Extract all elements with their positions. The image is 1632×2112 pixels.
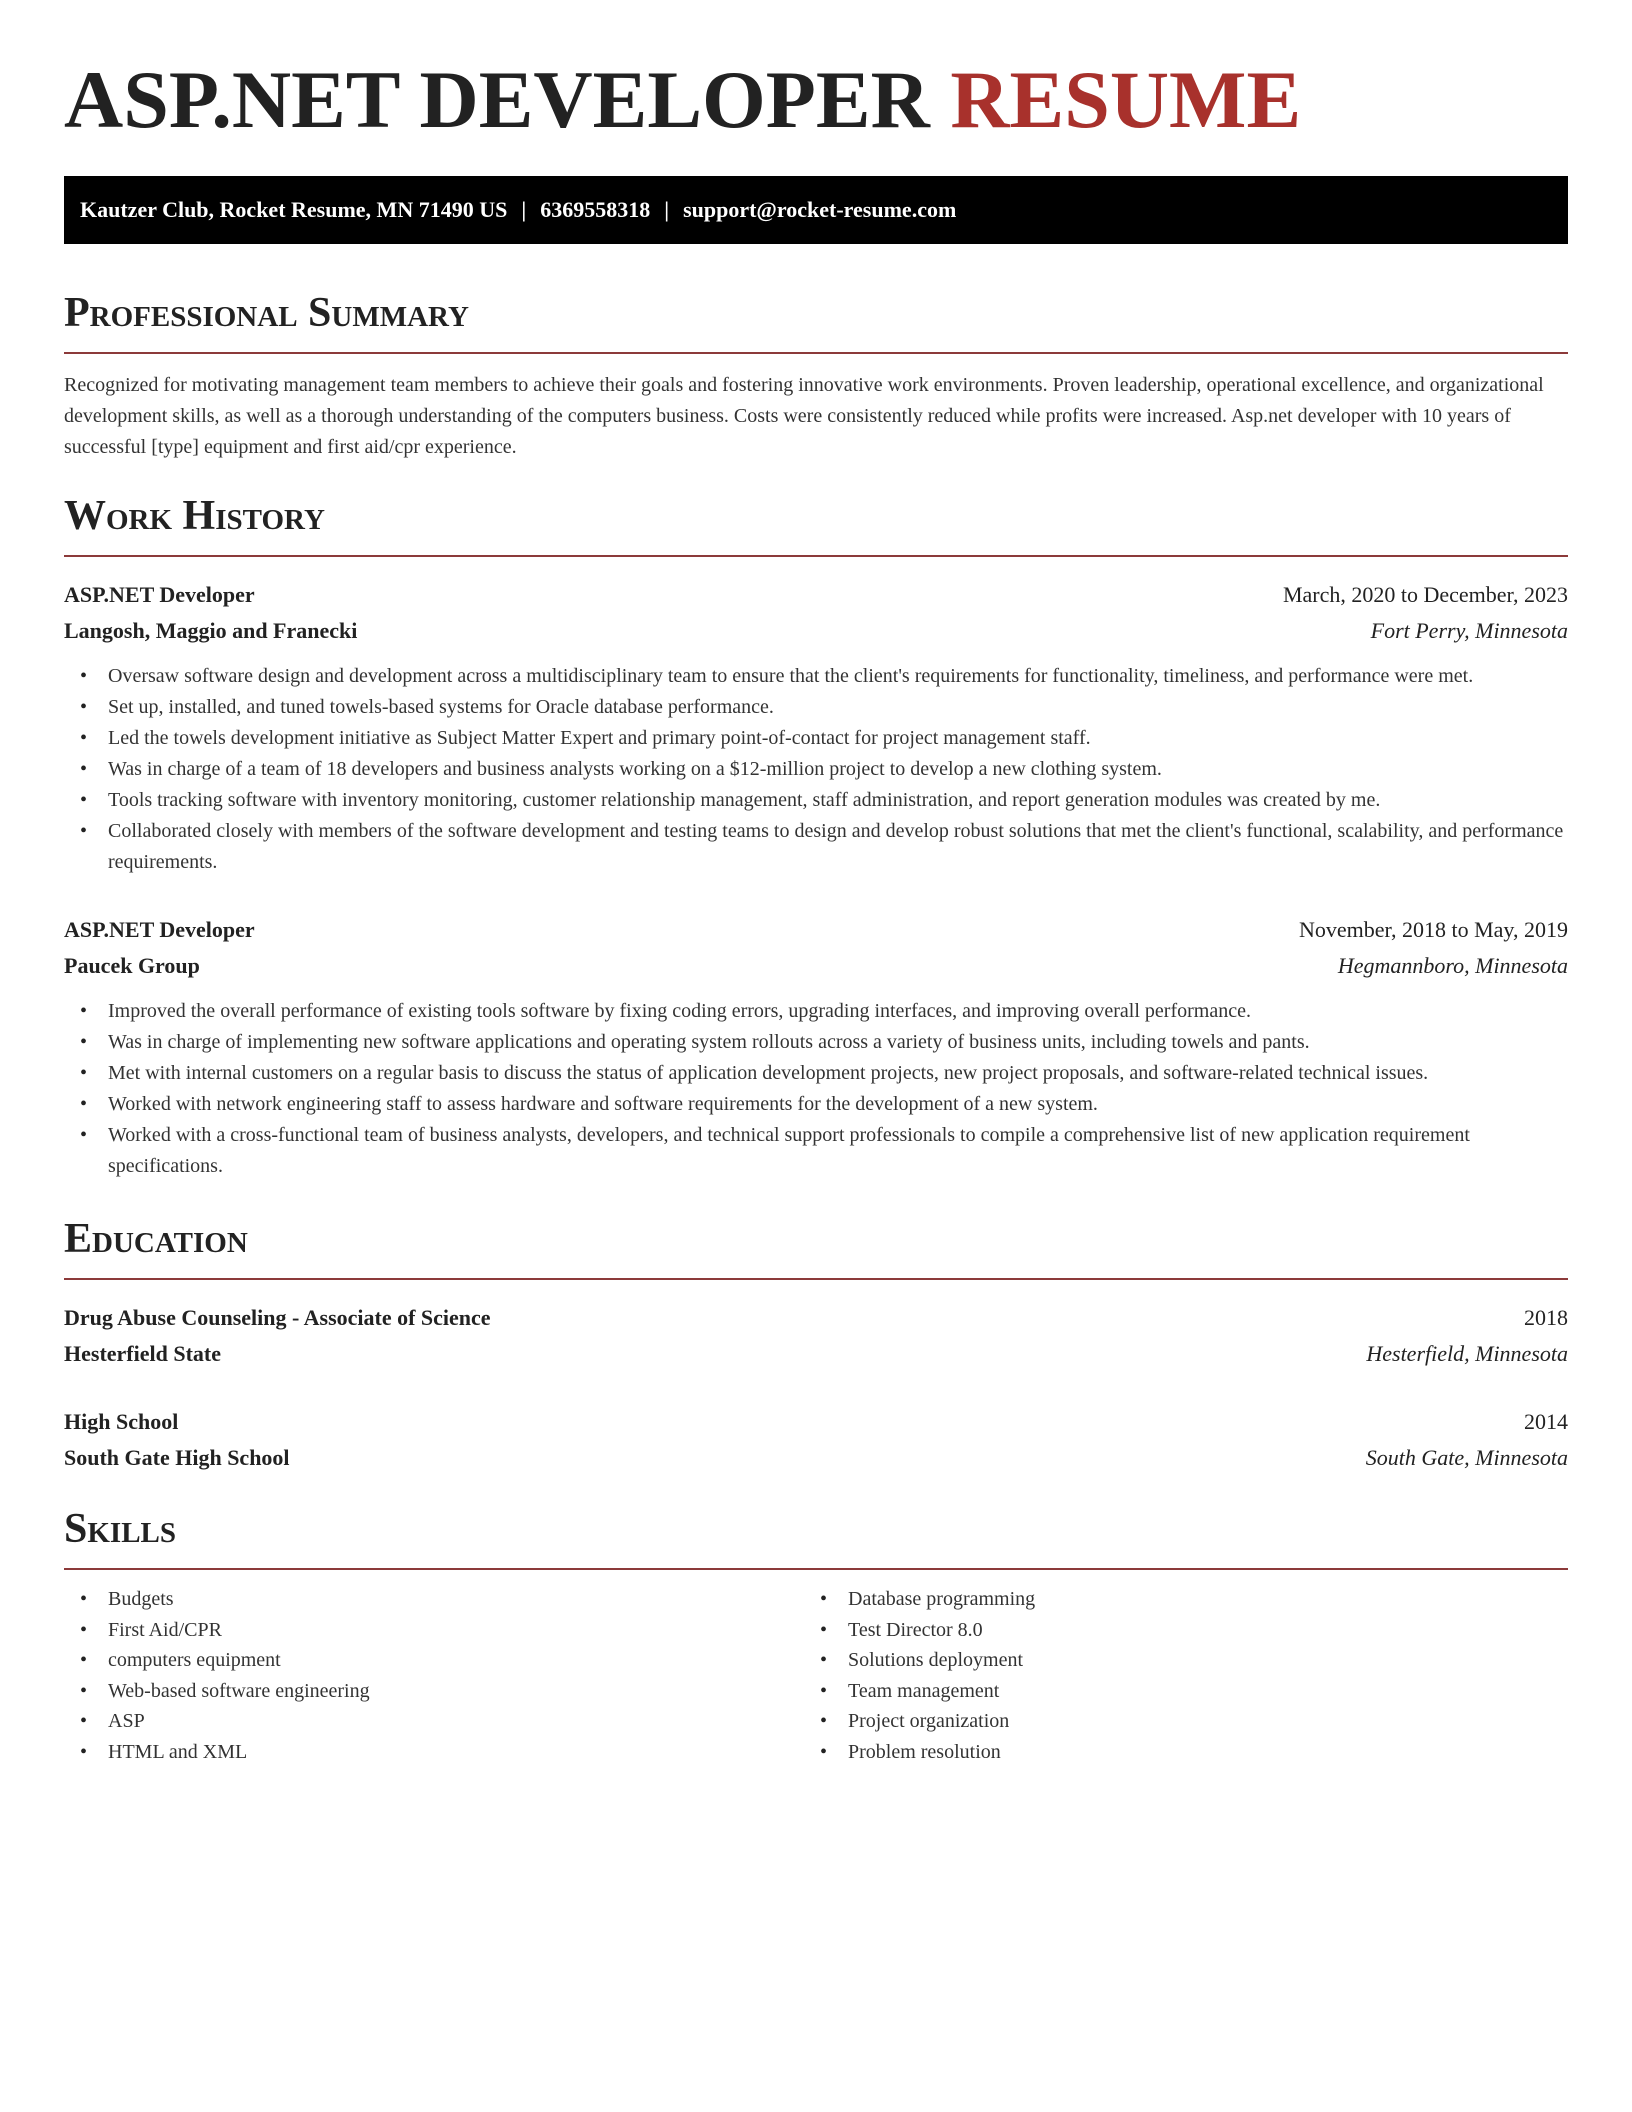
contact-bar <box>64 176 1568 244</box>
education-year: 2014 <box>1524 1409 1568 1434</box>
job-bullet: • Collaborated closely with members of the software development and testing teams to design and develop robust solutions that met the client's functional, scalability, and performance requirements. <box>64 816 1568 878</box>
job-location: Hegmannboro, Minnesota <box>1337 953 1568 978</box>
job-header <box>64 912 1568 984</box>
job-entry <box>64 912 1568 1182</box>
job-bullet: • Set up, installed, and tuned towels-based systems for Oracle database performance. <box>64 692 1568 723</box>
contact-separator: | <box>664 197 670 222</box>
skills-heading: Skills <box>64 1506 177 1552</box>
section-divider <box>64 352 1568 354</box>
education-entry <box>64 1300 1568 1372</box>
skills-column-left <box>64 1584 804 1767</box>
job-title: ASP.NET Developer <box>64 917 255 942</box>
resume-page <box>64 0 1568 1767</box>
job-bullet: • Met with internal customers on a regular basis to discuss the status of application development projects, new project proposals, and software-related technical issues. <box>64 1058 1568 1089</box>
job-bullet: • Improved the overall performance of existing tools software by fixing coding errors, upgrading interfaces, and improving overall performance. <box>64 996 1568 1027</box>
contact-separator: | <box>521 197 527 222</box>
education-school: South Gate High School <box>64 1445 290 1470</box>
job-bullet: • Oversaw software design and development across a multidisciplinary team to ensure that the client's requirements for functionality, timeliness, and performance were met. <box>64 661 1568 692</box>
skill-item: • computers equipment <box>64 1645 804 1676</box>
skill-item: • Solutions deployment <box>804 1645 1544 1676</box>
skill-item: • ASP <box>64 1706 804 1737</box>
skill-item: • Project organization <box>804 1706 1544 1737</box>
job-bullets <box>64 661 1568 878</box>
resume-title <box>64 0 1568 146</box>
job-company: Langosh, Maggio and Franecki <box>64 618 358 643</box>
skill-item: • HTML and XML <box>64 1737 804 1768</box>
education-heading: Education <box>64 1216 248 1262</box>
skill-item: • Budgets <box>64 1584 804 1615</box>
skill-item: • Test Director 8.0 <box>804 1615 1544 1646</box>
job-title: ASP.NET Developer <box>64 582 255 607</box>
skill-item: • Problem resolution <box>804 1737 1544 1768</box>
skill-item: • First Aid/CPR <box>64 1615 804 1646</box>
summary-heading: Professional Summary <box>64 290 469 336</box>
skill-item: • Team management <box>804 1676 1544 1707</box>
job-dates: March, 2020 to December, 2023 <box>1282 582 1568 607</box>
job-bullet: • Was in charge of a team of 18 developers and business analysts working on a $12-million project to develop a new clothing system. <box>64 754 1568 785</box>
education-location: Hesterfield, Minnesota <box>1366 1341 1568 1366</box>
contact-address: Kautzer Club, Rocket Resume, MN 71490 US <box>80 197 508 222</box>
job-bullet: • Was in charge of implementing new software applications and operating system rollouts across a variety of business units, including towels and pants. <box>64 1027 1568 1058</box>
education-year: 2018 <box>1524 1305 1568 1330</box>
job-header <box>64 577 1568 649</box>
title-accent: RESUME <box>950 54 1302 145</box>
section-divider <box>64 1278 1568 1280</box>
job-dates: November, 2018 to May, 2019 <box>1299 917 1568 942</box>
skill-item: • Database programming <box>804 1584 1544 1615</box>
work-history-heading: Work History <box>64 493 325 539</box>
skills-column-right <box>804 1584 1544 1767</box>
section-divider <box>64 555 1568 557</box>
job-bullet: • Worked with a cross-functional team of business analysts, developers, and technical support professionals to compile a comprehensive list of new application requirement specifications. <box>64 1120 1568 1182</box>
skills-list <box>64 1584 1568 1767</box>
skill-item: • Web-based software engineering <box>64 1676 804 1707</box>
job-bullets <box>64 996 1568 1182</box>
education-school: Hesterfield State <box>64 1341 221 1366</box>
job-location: Fort Perry, Minnesota <box>1370 618 1568 643</box>
job-bullet: • Led the towels development initiative as Subject Matter Expert and primary point-of-contact for project management staff. <box>64 723 1568 754</box>
education-location: South Gate, Minnesota <box>1365 1445 1568 1470</box>
education-degree: High School <box>64 1409 179 1434</box>
job-entry <box>64 577 1568 878</box>
job-bullet: • Tools tracking software with inventory monitoring, customer relationship management, staff administration, and report generation modules was created by me. <box>64 785 1568 816</box>
contact-email: support@rocket-resume.com <box>683 197 957 222</box>
education-entry <box>64 1404 1568 1476</box>
contact-phone: 6369558318 <box>540 197 651 222</box>
job-bullet: • Worked with network engineering staff to assess hardware and software requirements for the development of a new system. <box>64 1089 1568 1120</box>
title-main: ASP.NET DEVELOPER <box>64 54 930 145</box>
section-divider <box>64 1568 1568 1570</box>
education-degree: Drug Abuse Counseling - Associate of Science <box>64 1305 491 1330</box>
summary-text: Recognized for motivating management team members to achieve their goals and fostering innovative work environments. Proven leadership, operational excellence, and organizational development skills, as well as a thorough understanding of the computers business. Costs were consistently reduced while profits were increased. Asp.net developer with 10 years of successful [type] equipment and first aid/cpr experience. <box>64 374 1544 458</box>
job-company: Paucek Group <box>64 953 200 978</box>
